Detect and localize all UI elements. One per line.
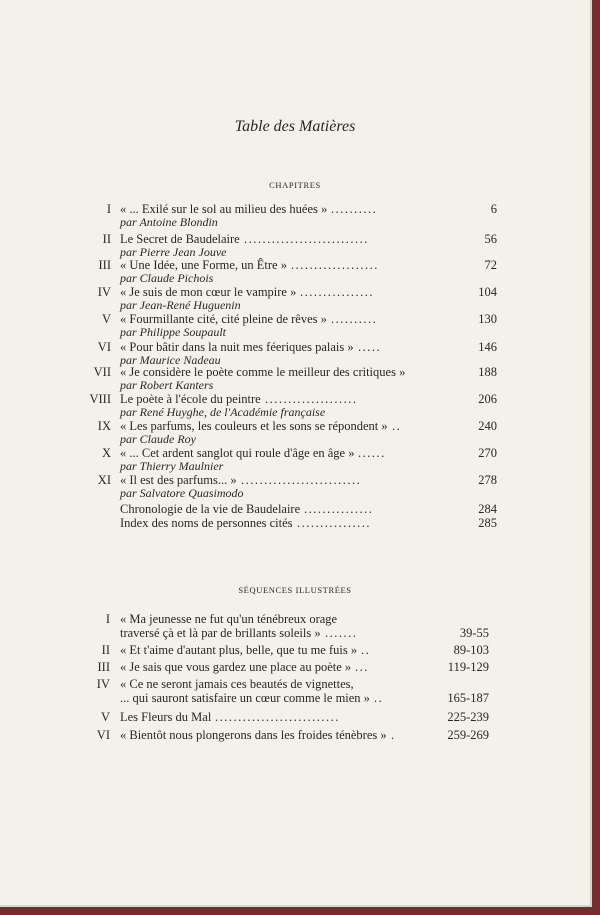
chapter-page: 72 <box>484 258 497 272</box>
sequence-leader: ........................... <box>215 710 340 724</box>
chapter-title: « Pour bâtir dans la nuit mes féeriques palais » <box>120 340 354 354</box>
sequence-line: « Je sais que vous gardez une place au poète » <box>120 660 352 674</box>
sequence-leader: ....... <box>325 626 358 640</box>
chapter-page: 6 <box>490 202 497 216</box>
chapter-leader: .......... <box>331 202 378 216</box>
chapter-page: 240 <box>478 419 497 433</box>
chapters-heading: CHAPITRES <box>269 180 321 190</box>
sequence-number: II <box>101 643 110 657</box>
chapter-page: 146 <box>478 340 497 354</box>
sequence-number: V <box>100 710 110 724</box>
extra-leader: ................ <box>297 516 371 530</box>
chapter-leader: ................... <box>291 258 379 272</box>
chapter-number: XI <box>97 473 111 487</box>
sequence-pages: 39-55 <box>459 626 489 640</box>
chapter-number: X <box>101 446 111 460</box>
sequence-number: IV <box>96 677 110 691</box>
chapter-author: par Pierre Jean Jouve <box>120 245 227 259</box>
chapter-leader: .......... <box>331 312 378 326</box>
sequence-line: « Ce ne seront jamais ces beautés de vignettes, <box>120 677 354 691</box>
chapter-title: « Je considère le poète comme le meilleur des critiques » <box>120 365 406 379</box>
sequence-pages: 165-187 <box>447 691 489 705</box>
chapter-author: par Salvatore Quasimodo <box>120 486 244 500</box>
chapter-number: VIII <box>89 392 111 406</box>
extra-page: 284 <box>478 502 497 516</box>
chapter-page: 56 <box>484 232 497 246</box>
chapter-author: par Claude Roy <box>120 432 196 446</box>
sequence-pages: 89-103 <box>453 643 489 657</box>
chapter-author: par Maurice Nadeau <box>120 353 221 367</box>
extra-title: Chronologie de la vie de Baudelaire <box>120 502 301 516</box>
chapter-title: « ... Cet ardent sanglot qui roule d'âge en âge » <box>120 446 355 460</box>
chapter-leader: ...... <box>358 446 386 460</box>
chapter-title: Le poète à l'école du peintre <box>120 392 261 406</box>
chapter-title: « Fourmillante cité, cité pleine de rêves » <box>120 312 327 326</box>
chapter-title: « Il est des parfums... » <box>120 473 237 487</box>
chapter-title: « Je suis de mon cœur le vampire » <box>120 285 297 299</box>
chapter-number: V <box>101 312 111 326</box>
chapter-number: II <box>102 232 111 246</box>
chapter-leader: ........................... <box>244 232 369 246</box>
sequence-leader: . <box>391 728 396 742</box>
chapter-leader: .................... <box>265 392 358 406</box>
sequence-line: « Bientôt nous plongerons dans les froides ténèbres » <box>120 728 387 742</box>
sequence-number: VI <box>96 728 110 742</box>
chapter-author: par Robert Kanters <box>120 378 214 392</box>
chapter-author: par Claude Pichois <box>120 271 214 285</box>
chapter-page: 278 <box>478 473 497 487</box>
sequence-line: ... qui sauront satisfaire un cœur comme le mien » <box>120 691 370 705</box>
sequence-line: « Ma jeunesse ne fut qu'un ténébreux orage <box>120 612 338 626</box>
sequence-leader: ... <box>355 660 369 674</box>
chapter-number: III <box>98 258 111 272</box>
chapter-title: « Une Idée, une Forme, un Être » <box>120 258 287 272</box>
chapter-title: Le Secret de Baudelaire <box>120 232 240 246</box>
extra-page: 285 <box>478 516 497 530</box>
chapter-leader: ................ <box>300 285 374 299</box>
chapter-author: par Philippe Soupault <box>120 325 226 339</box>
chapter-page: 188 <box>478 365 497 379</box>
chapter-author: par Antoine Blondin <box>120 215 218 229</box>
chapter-page: 206 <box>478 392 497 406</box>
chapter-page: 130 <box>478 312 497 326</box>
sequence-pages: 119-129 <box>447 660 489 674</box>
chapter-leader: .. <box>392 419 402 433</box>
sequence-number: I <box>105 612 110 626</box>
chapter-page: 270 <box>478 446 497 460</box>
sequences-heading: SÉQUENCES ILLUSTRÉES <box>238 585 352 595</box>
sequence-line: « Et t'aime d'autant plus, belle, que tu me fuis » <box>120 643 358 657</box>
extra-title: Index des noms de personnes cités <box>120 516 293 530</box>
chapter-title: « ... Exilé sur le sol au milieu des huées » <box>120 202 328 216</box>
chapter-author: par René Huyghe, de l'Académie française <box>120 405 326 419</box>
sequence-leader: .. <box>361 643 371 657</box>
chapter-leader: ..... <box>358 340 382 354</box>
chapter-page: 104 <box>478 285 497 299</box>
sequence-number: III <box>97 660 110 674</box>
sequence-line: Les Fleurs du Mal <box>120 710 212 724</box>
chapter-title: « Les parfums, les couleurs et les sons se répondent » <box>120 419 388 433</box>
chapter-number: IV <box>97 285 111 299</box>
chapter-number: I <box>106 202 111 216</box>
chapter-author: par Thierry Maulnier <box>120 459 224 473</box>
sequence-line: traversé çà et là par de brillants soleils » <box>120 626 321 640</box>
page-title: Table des Matières <box>234 118 356 135</box>
chapter-leader: .......................... <box>241 473 362 487</box>
sequence-pages: 259-269 <box>447 728 489 742</box>
sequence-pages: 225-239 <box>447 710 489 724</box>
extra-leader: ............... <box>304 502 374 516</box>
sequence-leader: .. <box>374 691 384 705</box>
chapter-number: VI <box>97 340 111 354</box>
chapter-number: VII <box>93 365 111 379</box>
chapter-author: par Jean-René Huguenin <box>120 298 241 312</box>
chapter-number: IX <box>97 419 111 433</box>
